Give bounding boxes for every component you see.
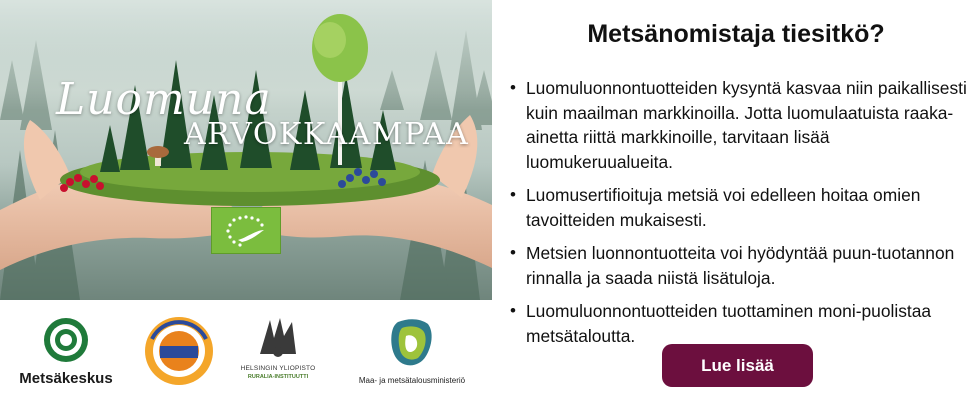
helsinki-university-icon bbox=[240, 314, 316, 364]
arktiset-aromit-badge-icon bbox=[142, 314, 216, 388]
eu-organic-leaf-logo bbox=[211, 207, 281, 254]
list-item bbox=[510, 183, 972, 232]
bullet-dot: • bbox=[510, 185, 516, 204]
list-item bbox=[510, 76, 972, 174]
metsakeskus-name: Metsäkeskus bbox=[19, 370, 113, 387]
metsakeskus-logo[interactable] bbox=[10, 314, 122, 390]
hero-title: ARVOKKAAMPAA bbox=[184, 117, 470, 152]
fact-list bbox=[510, 76, 972, 357]
arktiset-aromit-logo[interactable] bbox=[142, 314, 216, 388]
bullet-dot: • bbox=[510, 301, 516, 320]
eu-organic-leaf-icon bbox=[212, 208, 282, 255]
list-item-text: Luomuluonnontuotteiden kysyntä kasvaa niin paikallisesti kuin maailman markkinoilla. Jotta luomulaatuista raaka-ainetta riittä markkinoille, tarvitaan lisää luomukeruualueita. bbox=[526, 78, 967, 172]
ministry-lion-icon bbox=[350, 316, 474, 372]
bullet-dot: • bbox=[510, 78, 516, 97]
list-item-text: Luomuluonnontuotteiden tuottaminen moni-puolistaa metsätaloutta. bbox=[526, 301, 932, 346]
hero-image bbox=[0, 0, 492, 300]
headline: Metsänomistaja tiesitkö? bbox=[587, 20, 885, 48]
helsinki-university-logo[interactable] bbox=[240, 314, 316, 390]
ministry-logo[interactable] bbox=[350, 316, 474, 392]
hero-script-text: Luomuna bbox=[56, 74, 272, 125]
info-panel bbox=[492, 0, 980, 400]
ruralia-institute-name: RURALIA-INSTITUUTTI bbox=[247, 374, 309, 380]
list-item-text: Luomusertifioituja metsiä voi edelleen hoitaa omien tavoitteiden mukaisesti. bbox=[526, 185, 921, 230]
bullet-dot: • bbox=[510, 243, 516, 262]
list-item-text: Metsien luonnontuotteita voi hyödyntää puun-tuotannon rinnalla ja saada niistä lisätuloja. bbox=[526, 243, 955, 288]
helsinki-university-name: HELSINGIN YLIOPISTO bbox=[240, 365, 316, 372]
list-item bbox=[510, 241, 972, 290]
ministry-name: Maa- ja metsätalousministeriö bbox=[358, 376, 466, 385]
list-item bbox=[510, 299, 972, 348]
partner-logos bbox=[0, 300, 492, 400]
metsakeskus-ring-icon bbox=[10, 314, 122, 368]
read-more-button[interactable]: Lue lisää bbox=[662, 344, 813, 387]
